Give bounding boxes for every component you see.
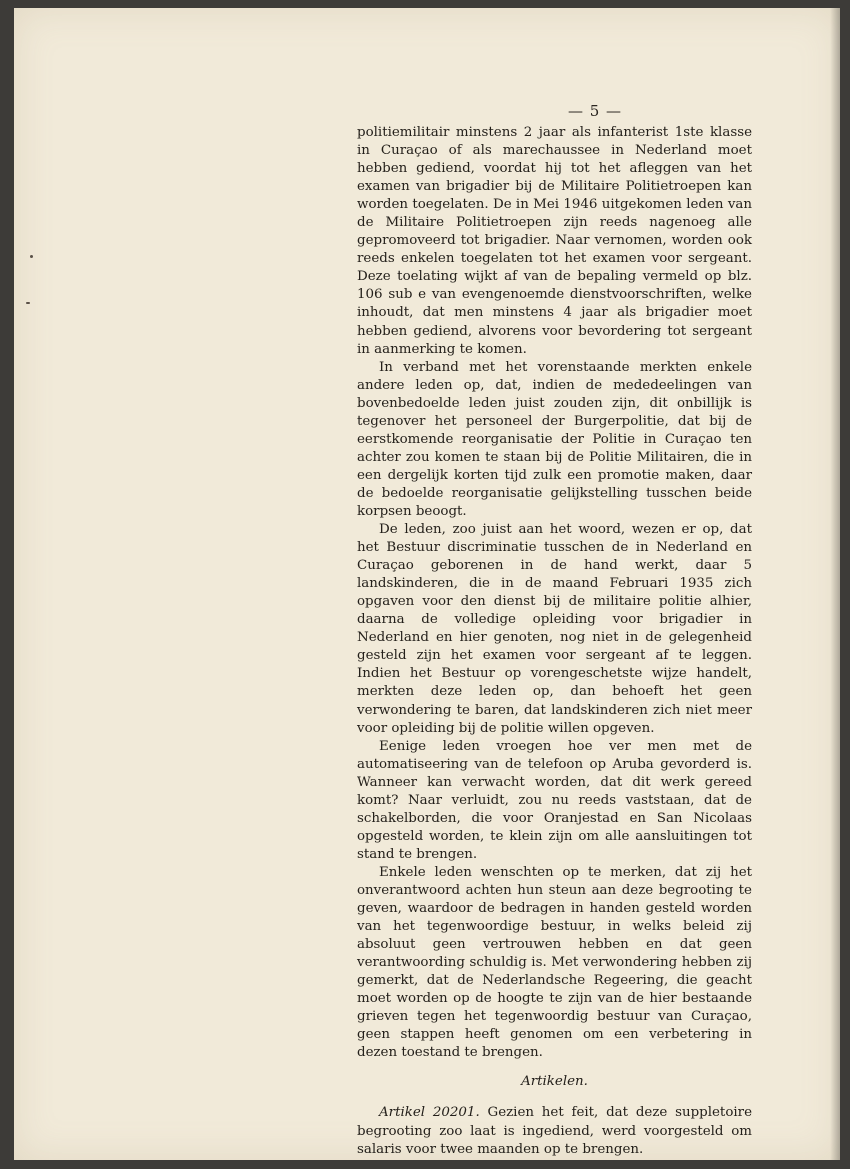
article-title: Artikel 20201. <box>379 1105 480 1121</box>
page-edge-shadow <box>830 8 840 1160</box>
page-number: — 5 — <box>567 102 623 120</box>
paragraph: Eenige leden vroegen hoe ver men met de automatiseering van de telefoon op Aruba gevorderd is. Wanneer kan verwacht worden, dat dit werk gereed komt? Naar verluidt, zou nu reeds vaststaan, dat de schakelborden, die voor Oranjestad en San Nicolaas opgesteld worden, te klein zijn om alle aansluitingen tot stand te brengen. <box>357 738 752 862</box>
speck-mark <box>26 302 30 304</box>
paragraph: Enkele leden wenschten op te merken, dat zij het onverantwoord achten hun steun aan deze begrooting te geven, waardoor de bedragen in handen gesteld worden van het tegenwoordige bestuur, in welks beleid zij absoluut geen vertrouwen hebben en dat geen verantwoording schuldig is. Met verwondering hebben zij gemerkt, dat de Nederlandsche Regeering, die geacht moet worden op de hoogte te zijn van de hier bestaande grieven tegen het tegenwoordig bestuur van Curaçao, geen stappen heeft genomen om een verbetering in dezen toestand te brengen. <box>357 864 752 1061</box>
text-column <box>357 124 752 1159</box>
article-paragraph <box>357 1104 752 1158</box>
paragraph: De leden, zoo juist aan het woord, wezen er op, dat het Bestuur discriminatie tusschen de in Nederland en Curaçao geborenen in de hand werkt, daar 5 landskinderen, die in de maand Februari 1935 zich opgaven voor den dienst bij de militaire politie alhier, daarna de volledige opleiding voor brigadier in Nederland en hier genoten, nog niet in de gelegenheid gesteld zijn het examen voor sergeant af te leggen. Indien het Bestuur op vorengeschetste wijze handelt, merkten deze leden op, dan behoeft het geen verwondering te baren, dat landskinderen zich niet meer voor opleiding bij de politie willen opgeven. <box>357 522 752 736</box>
article-text: Gezien het feit, dat deze suppletoire begrooting zoo laat is ingediend, werd voorgesteld om salaris voor twee maanden op te brengen. <box>357 1105 752 1157</box>
paragraph: In verband met het vorenstaande merkten enkele andere leden op, dat, indien de mededeelingen van bovenbedoelde leden juist zouden zijn, dit onbillijk is tegenover het personeel der Burgerpolitie, dat bij de eerstkomende reorganisatie der Politie in Curaçao ten achter zou komen te staan bij de Politie Militairen, die in een dergelijk korten tijd zulk een promotie maken, daar de bedoelde reorganisatie gelijkstelling tusschen beide korpsen beoogt. <box>357 359 752 519</box>
section-heading: Artikelen. <box>521 1074 588 1090</box>
speck-mark <box>30 255 33 258</box>
paragraph: politiemilitair minstens 2 jaar als infanterist 1ste klasse in Curaçao of als marechaussee in Nederland moet hebben gediend, voordat hij tot het afleggen van het examen van brigadier bij de Militaire Politietroepen kan worden toegelaten. De in Mei 1946 uitgekomen leden van de Militaire Politietroepen zijn reeds nagenoeg alle gepromoveerd tot brigadier. Naar vernomen, worden ook reeds enkelen toegelaten tot het examen voor sergeant. Deze toelating wijkt af van de bepaling vermeld op blz. 106 sub e van evengenoemde dienstvoorschriften, welke inhoudt, dat men minstens 4 jaar als brigadier moet hebben gediend, alvorens voor bevordering tot sergeant in aanmerking te komen. <box>357 125 752 357</box>
